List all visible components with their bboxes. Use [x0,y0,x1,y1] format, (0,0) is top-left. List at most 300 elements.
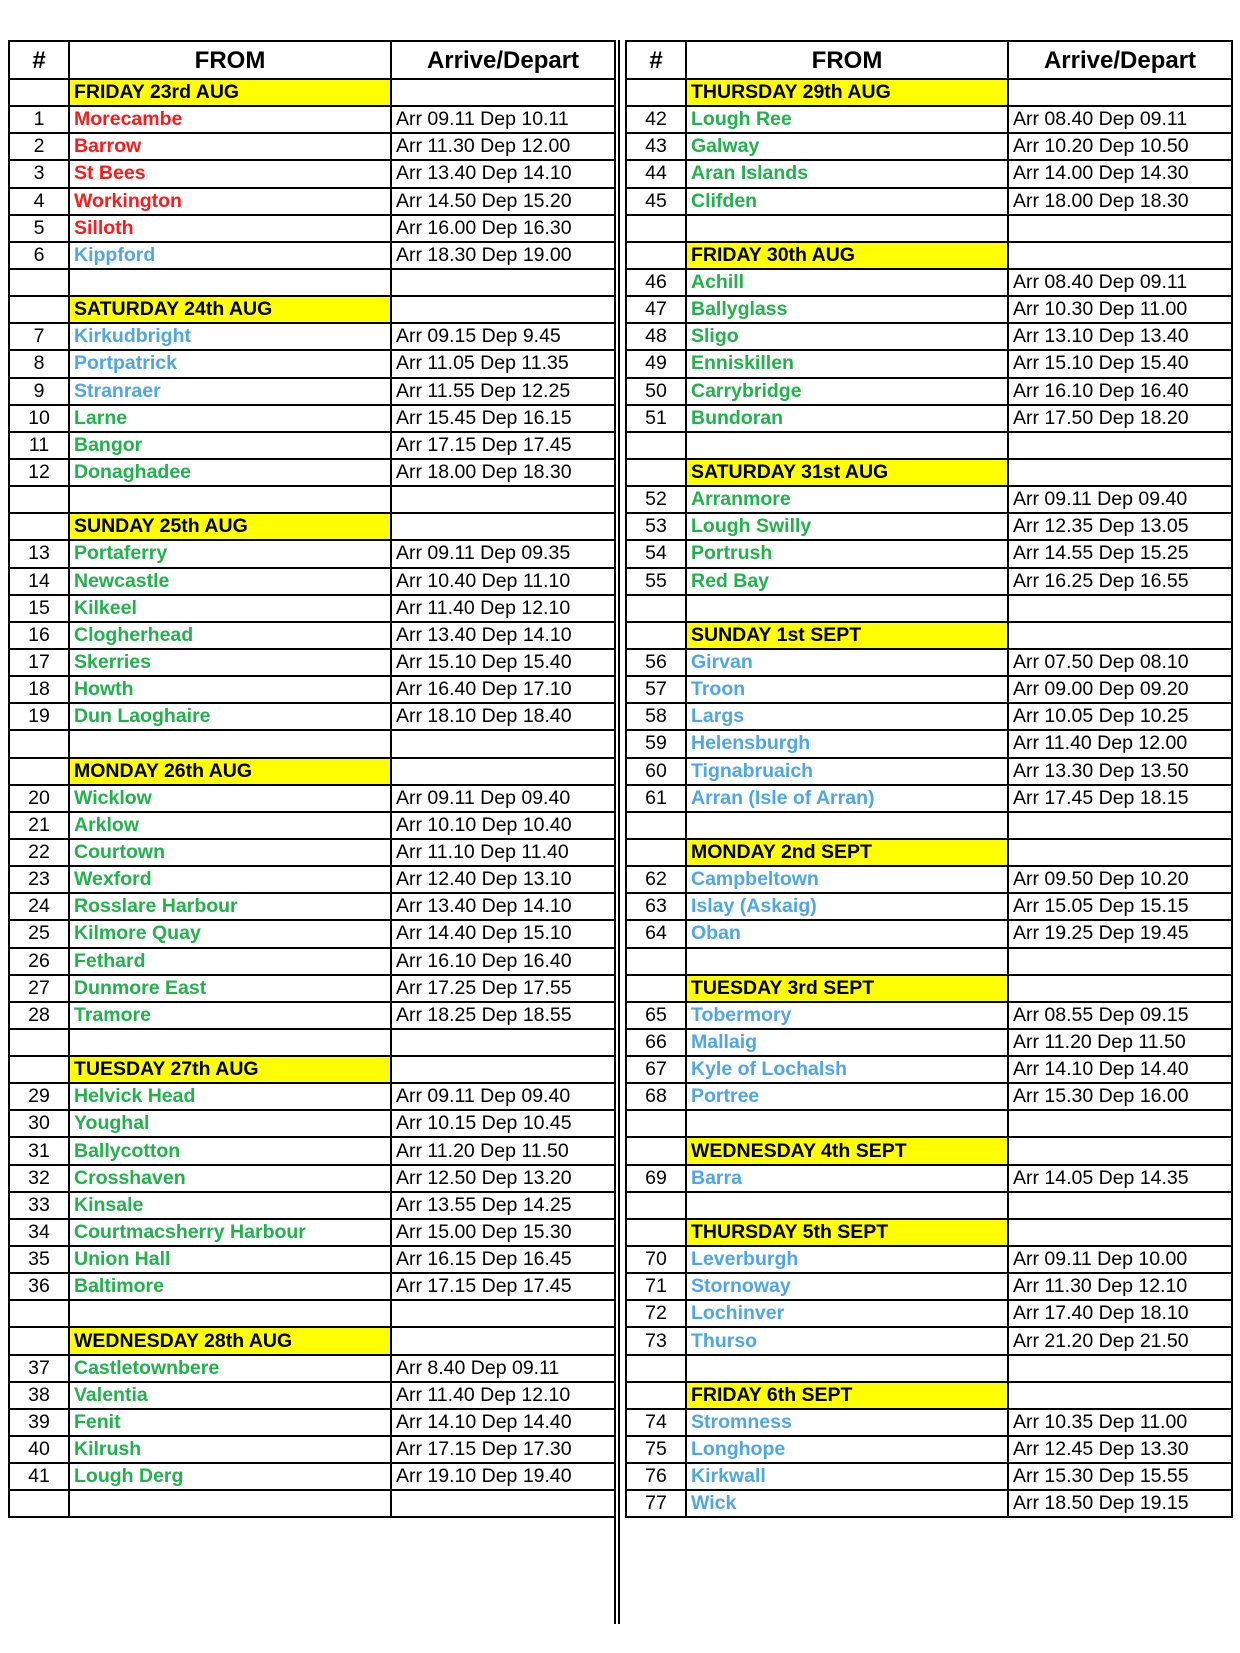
day-label: THURSDAY 5th SEPT [686,1219,1008,1246]
port-cell [686,215,1008,242]
row-number-cell [626,975,686,1002]
time-cell [1008,215,1232,242]
port-cell [686,1192,1008,1219]
port-name: Bundoran [686,405,1008,432]
port-name: Portpatrick [69,350,391,377]
table-row [9,1273,615,1300]
row-number: 12 [9,459,69,486]
table-row [626,1002,1232,1029]
time-cell [1008,242,1232,269]
row-number: 39 [9,1409,69,1436]
arrive-depart-time: Arr 14.10 Dep 14.40 [391,1409,615,1436]
arrive-depart-time: Arr 11.55 Dep 12.25 [391,378,615,405]
table-row [626,106,1232,133]
port-name: Helensburgh [686,730,1008,757]
port-name: Barrow [69,133,391,160]
row-number: 25 [9,920,69,947]
table-row [9,839,615,866]
blank-row [9,1300,615,1327]
arrive-depart-time: Arr 17.40 Dep 18.10 [1008,1300,1232,1327]
table-row [9,1002,615,1029]
day-header-row [626,1137,1232,1164]
row-number: 18 [9,676,69,703]
row-number-cell [626,595,686,622]
arrive-depart-time: Arr 17.15 Dep 17.45 [391,1273,615,1300]
row-number: 75 [626,1436,686,1463]
arrive-depart-time: Arr 12.40 Dep 13.10 [391,866,615,893]
arrive-depart-time: Arr 09.15 Dep 9.45 [391,323,615,350]
arrive-depart-time: Arr 10.35 Dep 11.00 [1008,1409,1232,1436]
time-cell [1008,432,1232,459]
time-cell [1008,1219,1232,1246]
port-name: Largs [686,703,1008,730]
arrive-depart-time: Arr 15.05 Dep 15.15 [1008,893,1232,920]
day-header-row [9,1327,615,1354]
port-name: Aran Islands [686,160,1008,187]
arrive-depart-time: Arr 10.05 Dep 10.25 [1008,703,1232,730]
table-row [626,296,1232,323]
table-row [9,595,615,622]
arrive-depart-time: Arr 17.50 Dep 18.20 [1008,405,1232,432]
port-name: Kilkeel [69,595,391,622]
arrive-depart-time: Arr 10.40 Dep 11.10 [391,568,615,595]
arrive-depart-time: Arr 13.40 Dep 14.10 [391,622,615,649]
port-name: Dunmore East [69,975,391,1002]
table-row [9,160,615,187]
port-name: Tignabruaich [686,758,1008,785]
table-row [626,486,1232,513]
table-row [9,350,615,377]
port-name: Stornoway [686,1273,1008,1300]
port-name: Wick [686,1490,1008,1517]
row-number: 34 [9,1219,69,1246]
arrive-depart-time: Arr 14.05 Dep 14.35 [1008,1165,1232,1192]
row-number: 47 [626,296,686,323]
table-row [9,242,615,269]
day-header-row [626,1219,1232,1246]
port-cell [69,730,391,757]
row-number-cell [626,79,686,106]
table-row [9,1219,615,1246]
day-label: SUNDAY 1st SEPT [686,622,1008,649]
time-cell [391,269,615,296]
port-name: Lough Swilly [686,513,1008,540]
arrive-depart-time: Arr 13.40 Dep 14.10 [391,893,615,920]
table-row [9,1382,615,1409]
table-row [626,1300,1232,1327]
row-number: 31 [9,1137,69,1164]
day-header-row [9,79,615,106]
port-name: Leverburgh [686,1246,1008,1273]
table-row [9,432,615,459]
row-number-cell [626,812,686,839]
table-row [9,568,615,595]
day-label: FRIDAY 6th SEPT [686,1382,1008,1409]
row-number: 54 [626,540,686,567]
table-row [626,1273,1232,1300]
table-row [9,459,615,486]
row-number: 51 [626,405,686,432]
header-arrive-depart: Arrive/Depart [391,41,615,79]
arrive-depart-time: Arr 10.20 Dep 10.50 [1008,133,1232,160]
arrive-depart-time: Arr 12.35 Dep 13.05 [1008,513,1232,540]
row-number-cell [9,269,69,296]
arrive-depart-time: Arr 15.45 Dep 16.15 [391,405,615,432]
table-row [9,1165,615,1192]
arrive-depart-time: Arr 14.00 Dep 14.30 [1008,160,1232,187]
port-name: Kirkwall [686,1463,1008,1490]
arrive-depart-time: Arr 17.15 Dep 17.30 [391,1436,615,1463]
row-number: 33 [9,1192,69,1219]
row-number-cell [626,215,686,242]
time-cell [391,296,615,323]
row-number-cell [9,513,69,540]
port-name: Valentia [69,1382,391,1409]
arrive-depart-time: Arr 15.10 Dep 15.40 [1008,350,1232,377]
time-cell [1008,459,1232,486]
row-number: 43 [626,133,686,160]
port-name: Fethard [69,948,391,975]
table-row [626,160,1232,187]
row-number-cell [626,1192,686,1219]
port-name: St Bees [69,160,391,187]
port-name: Skerries [69,649,391,676]
row-number: 69 [626,1165,686,1192]
arrive-depart-time: Arr 16.25 Dep 16.55 [1008,568,1232,595]
table-row [9,215,615,242]
time-cell [1008,975,1232,1002]
day-header-row [626,1382,1232,1409]
arrive-depart-time: Arr 14.55 Dep 15.25 [1008,540,1232,567]
port-name: Kilmore Quay [69,920,391,947]
row-number: 11 [9,432,69,459]
port-name: Girvan [686,649,1008,676]
table-row [626,1029,1232,1056]
table-row [626,1165,1232,1192]
port-name: Rosslare Harbour [69,893,391,920]
port-name: Portree [686,1083,1008,1110]
row-number: 64 [626,920,686,947]
table-row [626,269,1232,296]
header-row [626,41,1232,79]
time-cell [391,1300,615,1327]
day-header-row [626,459,1232,486]
port-name: Union Hall [69,1246,391,1273]
port-name: Howth [69,676,391,703]
port-name: Larne [69,405,391,432]
row-number-cell [9,79,69,106]
table-row [626,568,1232,595]
port-name: Clogherhead [69,622,391,649]
port-name: Arklow [69,812,391,839]
port-name: Ballycotton [69,1137,391,1164]
table-row [9,540,615,567]
port-name: Lochinver [686,1300,1008,1327]
table-row [9,1463,615,1490]
row-number: 57 [626,676,686,703]
port-cell [686,595,1008,622]
time-cell [391,730,615,757]
time-cell [391,758,615,785]
port-cell [686,432,1008,459]
table-row [626,133,1232,160]
table-row [9,703,615,730]
day-label: TUESDAY 3rd SEPT [686,975,1008,1002]
blank-row [626,948,1232,975]
port-name: Stromness [686,1409,1008,1436]
row-number: 45 [626,188,686,215]
row-number: 24 [9,893,69,920]
row-number: 59 [626,730,686,757]
time-cell [1008,622,1232,649]
row-number-cell [626,1355,686,1382]
arrive-depart-time: Arr 08.55 Dep 09.15 [1008,1002,1232,1029]
day-label: FRIDAY 23rd AUG [69,79,391,106]
port-name: Sligo [686,323,1008,350]
blank-row [9,730,615,757]
blank-row [9,1029,615,1056]
table-row [9,1110,615,1137]
row-number-cell [9,1490,69,1517]
arrive-depart-time: Arr 12.45 Dep 13.30 [1008,1436,1232,1463]
header-arrive-depart: Arrive/Depart [1008,41,1232,79]
day-header-row [626,839,1232,866]
row-number: 72 [626,1300,686,1327]
arrive-depart-time: Arr 11.20 Dep 11.50 [1008,1029,1232,1056]
port-name: Courtmacsherry Harbour [69,1219,391,1246]
arrive-depart-time: Arr 15.30 Dep 16.00 [1008,1083,1232,1110]
row-number: 38 [9,1382,69,1409]
row-number: 53 [626,513,686,540]
arrive-depart-time: Arr 11.40 Dep 12.10 [391,595,615,622]
port-name: Tobermory [686,1002,1008,1029]
blank-row [626,215,1232,242]
arrive-depart-time: Arr 11.20 Dep 11.50 [391,1137,615,1164]
arrive-depart-time: Arr 09.11 Dep 09.40 [391,785,615,812]
table-row [9,405,615,432]
port-name: Helvick Head [69,1083,391,1110]
row-number-cell [9,1327,69,1354]
arrive-depart-time: Arr 09.00 Dep 09.20 [1008,676,1232,703]
table-row [9,1246,615,1273]
table-row [626,1246,1232,1273]
row-number: 9 [9,378,69,405]
row-number-cell [626,948,686,975]
row-number: 50 [626,378,686,405]
day-header-row [9,1056,615,1083]
row-number-cell [626,242,686,269]
row-number: 10 [9,405,69,432]
arrive-depart-time: Arr 11.10 Dep 11.40 [391,839,615,866]
arrive-depart-time: Arr 18.10 Dep 18.40 [391,703,615,730]
port-name: Dun Laoghaire [69,703,391,730]
row-number: 68 [626,1083,686,1110]
schedule-table-left [8,40,616,1518]
table-row [9,133,615,160]
port-name: Red Bay [686,568,1008,595]
row-number-cell [9,730,69,757]
row-number: 21 [9,812,69,839]
arrive-depart-time: Arr 19.25 Dep 19.45 [1008,920,1232,947]
time-cell [1008,1137,1232,1164]
arrive-depart-time: Arr 13.40 Dep 14.10 [391,160,615,187]
row-number: 60 [626,758,686,785]
arrive-depart-time: Arr 18.00 Dep 18.30 [1008,188,1232,215]
time-cell [1008,1355,1232,1382]
table-row [626,1463,1232,1490]
day-header-row [626,79,1232,106]
row-number: 40 [9,1436,69,1463]
table-row [9,920,615,947]
day-header-row [626,622,1232,649]
row-number-cell [9,1029,69,1056]
row-number: 5 [9,215,69,242]
row-number: 27 [9,975,69,1002]
header-num: # [626,41,686,79]
row-number-cell [626,1382,686,1409]
port-cell [69,1490,391,1517]
time-cell [1008,1192,1232,1219]
table-row [9,1137,615,1164]
day-label: SATURDAY 31st AUG [686,459,1008,486]
port-name: Ballyglass [686,296,1008,323]
table-row [626,758,1232,785]
table-row [9,106,615,133]
row-number: 37 [9,1355,69,1382]
table-row [626,703,1232,730]
row-number: 35 [9,1246,69,1273]
port-name: Crosshaven [69,1165,391,1192]
table-row [9,188,615,215]
blank-row [9,486,615,513]
table-row [626,350,1232,377]
day-label: WEDNESDAY 4th SEPT [686,1137,1008,1164]
arrive-depart-time: Arr 08.40 Dep 09.11 [1008,106,1232,133]
row-number: 62 [626,866,686,893]
schedule-table-right [625,40,1233,1518]
table-row [626,920,1232,947]
row-number-cell [9,1056,69,1083]
port-name: Workington [69,188,391,215]
row-number: 4 [9,188,69,215]
arrive-depart-time: Arr 10.10 Dep 10.40 [391,812,615,839]
port-cell [69,269,391,296]
arrive-depart-time: Arr 14.40 Dep 15.10 [391,920,615,947]
row-number: 58 [626,703,686,730]
arrive-depart-time: Arr 19.10 Dep 19.40 [391,1463,615,1490]
arrive-depart-time: Arr 15.30 Dep 15.55 [1008,1463,1232,1490]
arrive-depart-time: Arr 8.40 Dep 09.11 [391,1355,615,1382]
port-name: Bangor [69,432,391,459]
row-number: 66 [626,1029,686,1056]
arrive-depart-time: Arr 16.40 Dep 17.10 [391,676,615,703]
port-name: Donaghadee [69,459,391,486]
time-cell [1008,1382,1232,1409]
table-row [9,893,615,920]
table-row [9,323,615,350]
row-number: 63 [626,893,686,920]
time-cell [391,1327,615,1354]
day-label: TUESDAY 27th AUG [69,1056,391,1083]
arrive-depart-time: Arr 21.20 Dep 21.50 [1008,1327,1232,1354]
day-header-row [9,513,615,540]
table-row [9,622,615,649]
blank-row [626,432,1232,459]
header-from: FROM [69,41,391,79]
port-name: Portaferry [69,540,391,567]
row-number: 26 [9,948,69,975]
row-number: 28 [9,1002,69,1029]
row-number: 17 [9,649,69,676]
row-number: 71 [626,1273,686,1300]
port-name: Baltimore [69,1273,391,1300]
row-number: 16 [9,622,69,649]
port-name: Barra [686,1165,1008,1192]
row-number: 74 [626,1409,686,1436]
row-number: 73 [626,1327,686,1354]
blank-row [626,595,1232,622]
port-cell [686,812,1008,839]
arrive-depart-time: Arr 11.30 Dep 12.00 [391,133,615,160]
row-number: 13 [9,540,69,567]
time-cell [391,513,615,540]
row-number: 65 [626,1002,686,1029]
row-number-cell [626,622,686,649]
row-number-cell [626,839,686,866]
table-row [9,1192,615,1219]
header-from: FROM [686,41,1008,79]
row-number-cell [626,1137,686,1164]
table-row [626,540,1232,567]
port-name: Kinsale [69,1192,391,1219]
table-row [9,1436,615,1463]
arrive-depart-time: Arr 18.30 Dep 19.00 [391,242,615,269]
port-cell [686,948,1008,975]
table-row [9,866,615,893]
arrive-depart-time: Arr 09.11 Dep 09.40 [1008,486,1232,513]
day-label: WEDNESDAY 28th AUG [69,1327,391,1354]
day-header-row [9,758,615,785]
arrive-depart-time: Arr 11.40 Dep 12.10 [391,1382,615,1409]
time-cell [391,1056,615,1083]
arrive-depart-time: Arr 14.50 Dep 15.20 [391,188,615,215]
arrive-depart-time: Arr 11.05 Dep 11.35 [391,350,615,377]
table-row [9,1409,615,1436]
arrive-depart-time: Arr 18.00 Dep 18.30 [391,459,615,486]
arrive-depart-time: Arr 15.00 Dep 15.30 [391,1219,615,1246]
table-row [9,378,615,405]
port-name: Tramore [69,1002,391,1029]
port-cell [69,486,391,513]
arrive-depart-time: Arr 16.15 Dep 16.45 [391,1246,615,1273]
row-number-cell [9,1300,69,1327]
port-name: Morecambe [69,106,391,133]
row-number: 20 [9,785,69,812]
blank-row [626,1355,1232,1382]
port-name: Castletownbere [69,1355,391,1382]
blank-row [9,269,615,296]
arrive-depart-time: Arr 17.45 Dep 18.15 [1008,785,1232,812]
port-name: Longhope [686,1436,1008,1463]
port-name: Kilrush [69,1436,391,1463]
time-cell [1008,812,1232,839]
port-name: Silloth [69,215,391,242]
row-number: 52 [626,486,686,513]
table-row [626,188,1232,215]
blank-row [626,1192,1232,1219]
row-number: 14 [9,568,69,595]
row-number: 15 [9,595,69,622]
